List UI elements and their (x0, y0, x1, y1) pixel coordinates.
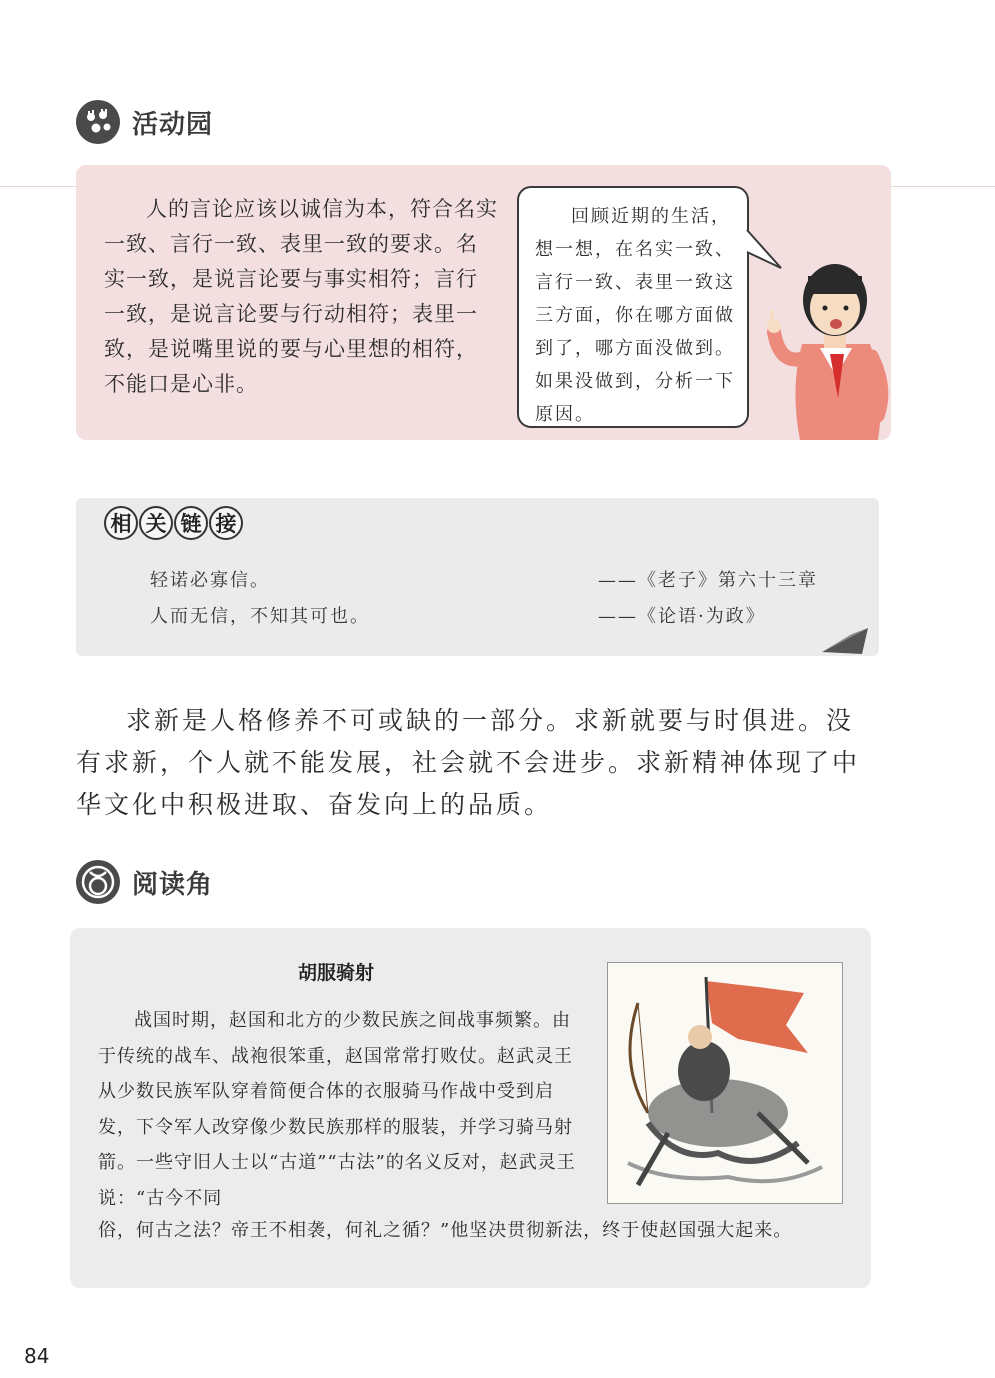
quote-text: 轻诺必寡信。 (150, 570, 270, 591)
reading-section-title: 阅读角 (132, 869, 214, 900)
activity-text: 人的言论应该以诚信为本，符合名实一致、言行一致、表里一致的要求。名实一致，是说言论要与事实相符；言行一致，是说言论要与行动相符；表里一致，是说嘴里说的要与心里想的相符，不能口是心非。 (104, 197, 498, 396)
hands-icon (76, 100, 120, 144)
badge-char: 链 (174, 506, 208, 540)
main-paragraph: 求新是人格修养不可或缺的一部分。求新就要与时俱进。没有求新，个人就不能发展，社会就不会进步。求新精神体现了中华文化中积极进取、奋发向上的品质。 (76, 706, 861, 819)
speech-bubble: 回顾近期的生活，想一想，在名实一致、言行一致、表里一致这三方面，你在哪方面做到了，哪方面没做到。如果没做到，分析一下原因。 (517, 186, 749, 428)
quote-text: 人而无信，不知其可也。 (150, 606, 370, 627)
reading-section-header (76, 860, 213, 904)
activity-title: 活动园 (132, 109, 214, 140)
horseback-archer-painting (607, 962, 843, 1204)
badge-char: 相 (104, 506, 138, 540)
badge-char: 关 (139, 506, 173, 540)
quote-source: ——《老子》第六十三章 (598, 570, 818, 591)
badge-char: 接 (209, 506, 243, 540)
reading-body: 战国时期，赵国和北方的少数民族之间战事频繁。由于传统的战车、战袍很笨重，赵国常常打败仗。赵武灵王从少数民族军队穿着简便合体的衣服骑马作战中受到启发，下令军人改穿像少数民族那样的服装，并学习骑马射箭。一些守旧人士以“古道”“古法”的名义反对，赵武灵王说：“古今不同 (98, 1010, 576, 1209)
reading-body-continued: 俗，何古之法？帝王不相袭，何礼之循？”他坚决贯彻新法，终于使赵国强大起来。 (98, 1220, 793, 1241)
activity-section-header (76, 100, 213, 144)
corner-triangle-icon (822, 620, 870, 656)
related-links-badges (104, 506, 243, 540)
girl-illustration (760, 248, 895, 440)
reading-title: 胡服骑射 (298, 962, 375, 984)
book-icon (76, 860, 120, 904)
quote-source: ——《论语·为政》 (598, 606, 766, 627)
page-number: 84 (24, 1344, 50, 1368)
